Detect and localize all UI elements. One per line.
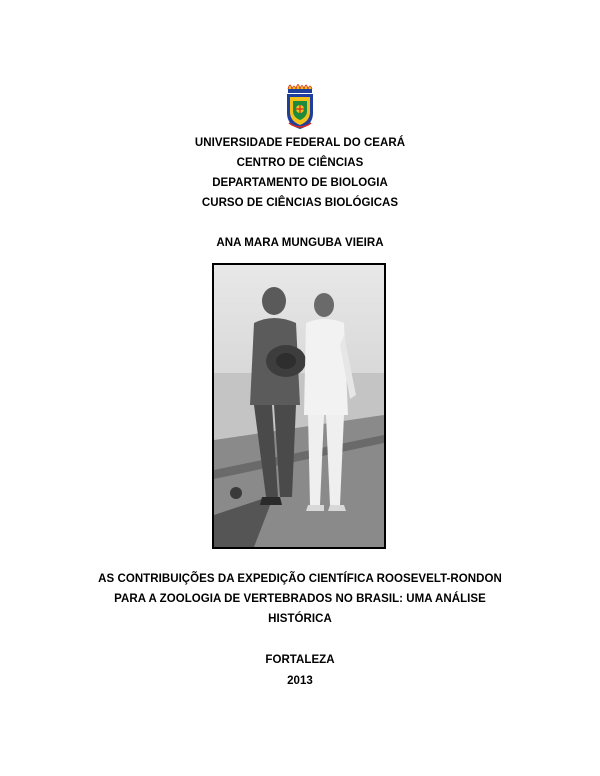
course-name: CURSO DE CIÊNCIAS BIOLÓGICAS [201, 197, 399, 209]
author-name: ANA MARA MUNGUBA VIEIRA [216, 237, 384, 249]
university-coat-of-arms-icon [284, 79, 316, 131]
photograph-illustration [214, 265, 384, 547]
center-name: CENTRO DE CIÊNCIAS [236, 157, 364, 169]
title-line-2: PARA A ZOOLOGIA DE VERTEBRADOS NO BRASIL: UMA ANÁLISE [114, 593, 486, 605]
city: FORTALEZA [265, 654, 335, 666]
year: 2013 [287, 675, 313, 687]
university-name: UNIVERSIDADE FEDERAL DO CEARÁ [194, 137, 406, 149]
department-name: DEPARTAMENTO DE BIOLOGIA [212, 177, 388, 189]
title-line-3: HISTÓRICA [268, 613, 332, 625]
title-line-1: AS CONTRIBUIÇÕES DA EXPEDIÇÃO CIENTÍFICA ROOSEVELT-RONDON [98, 573, 502, 585]
historical-photograph [212, 263, 386, 549]
